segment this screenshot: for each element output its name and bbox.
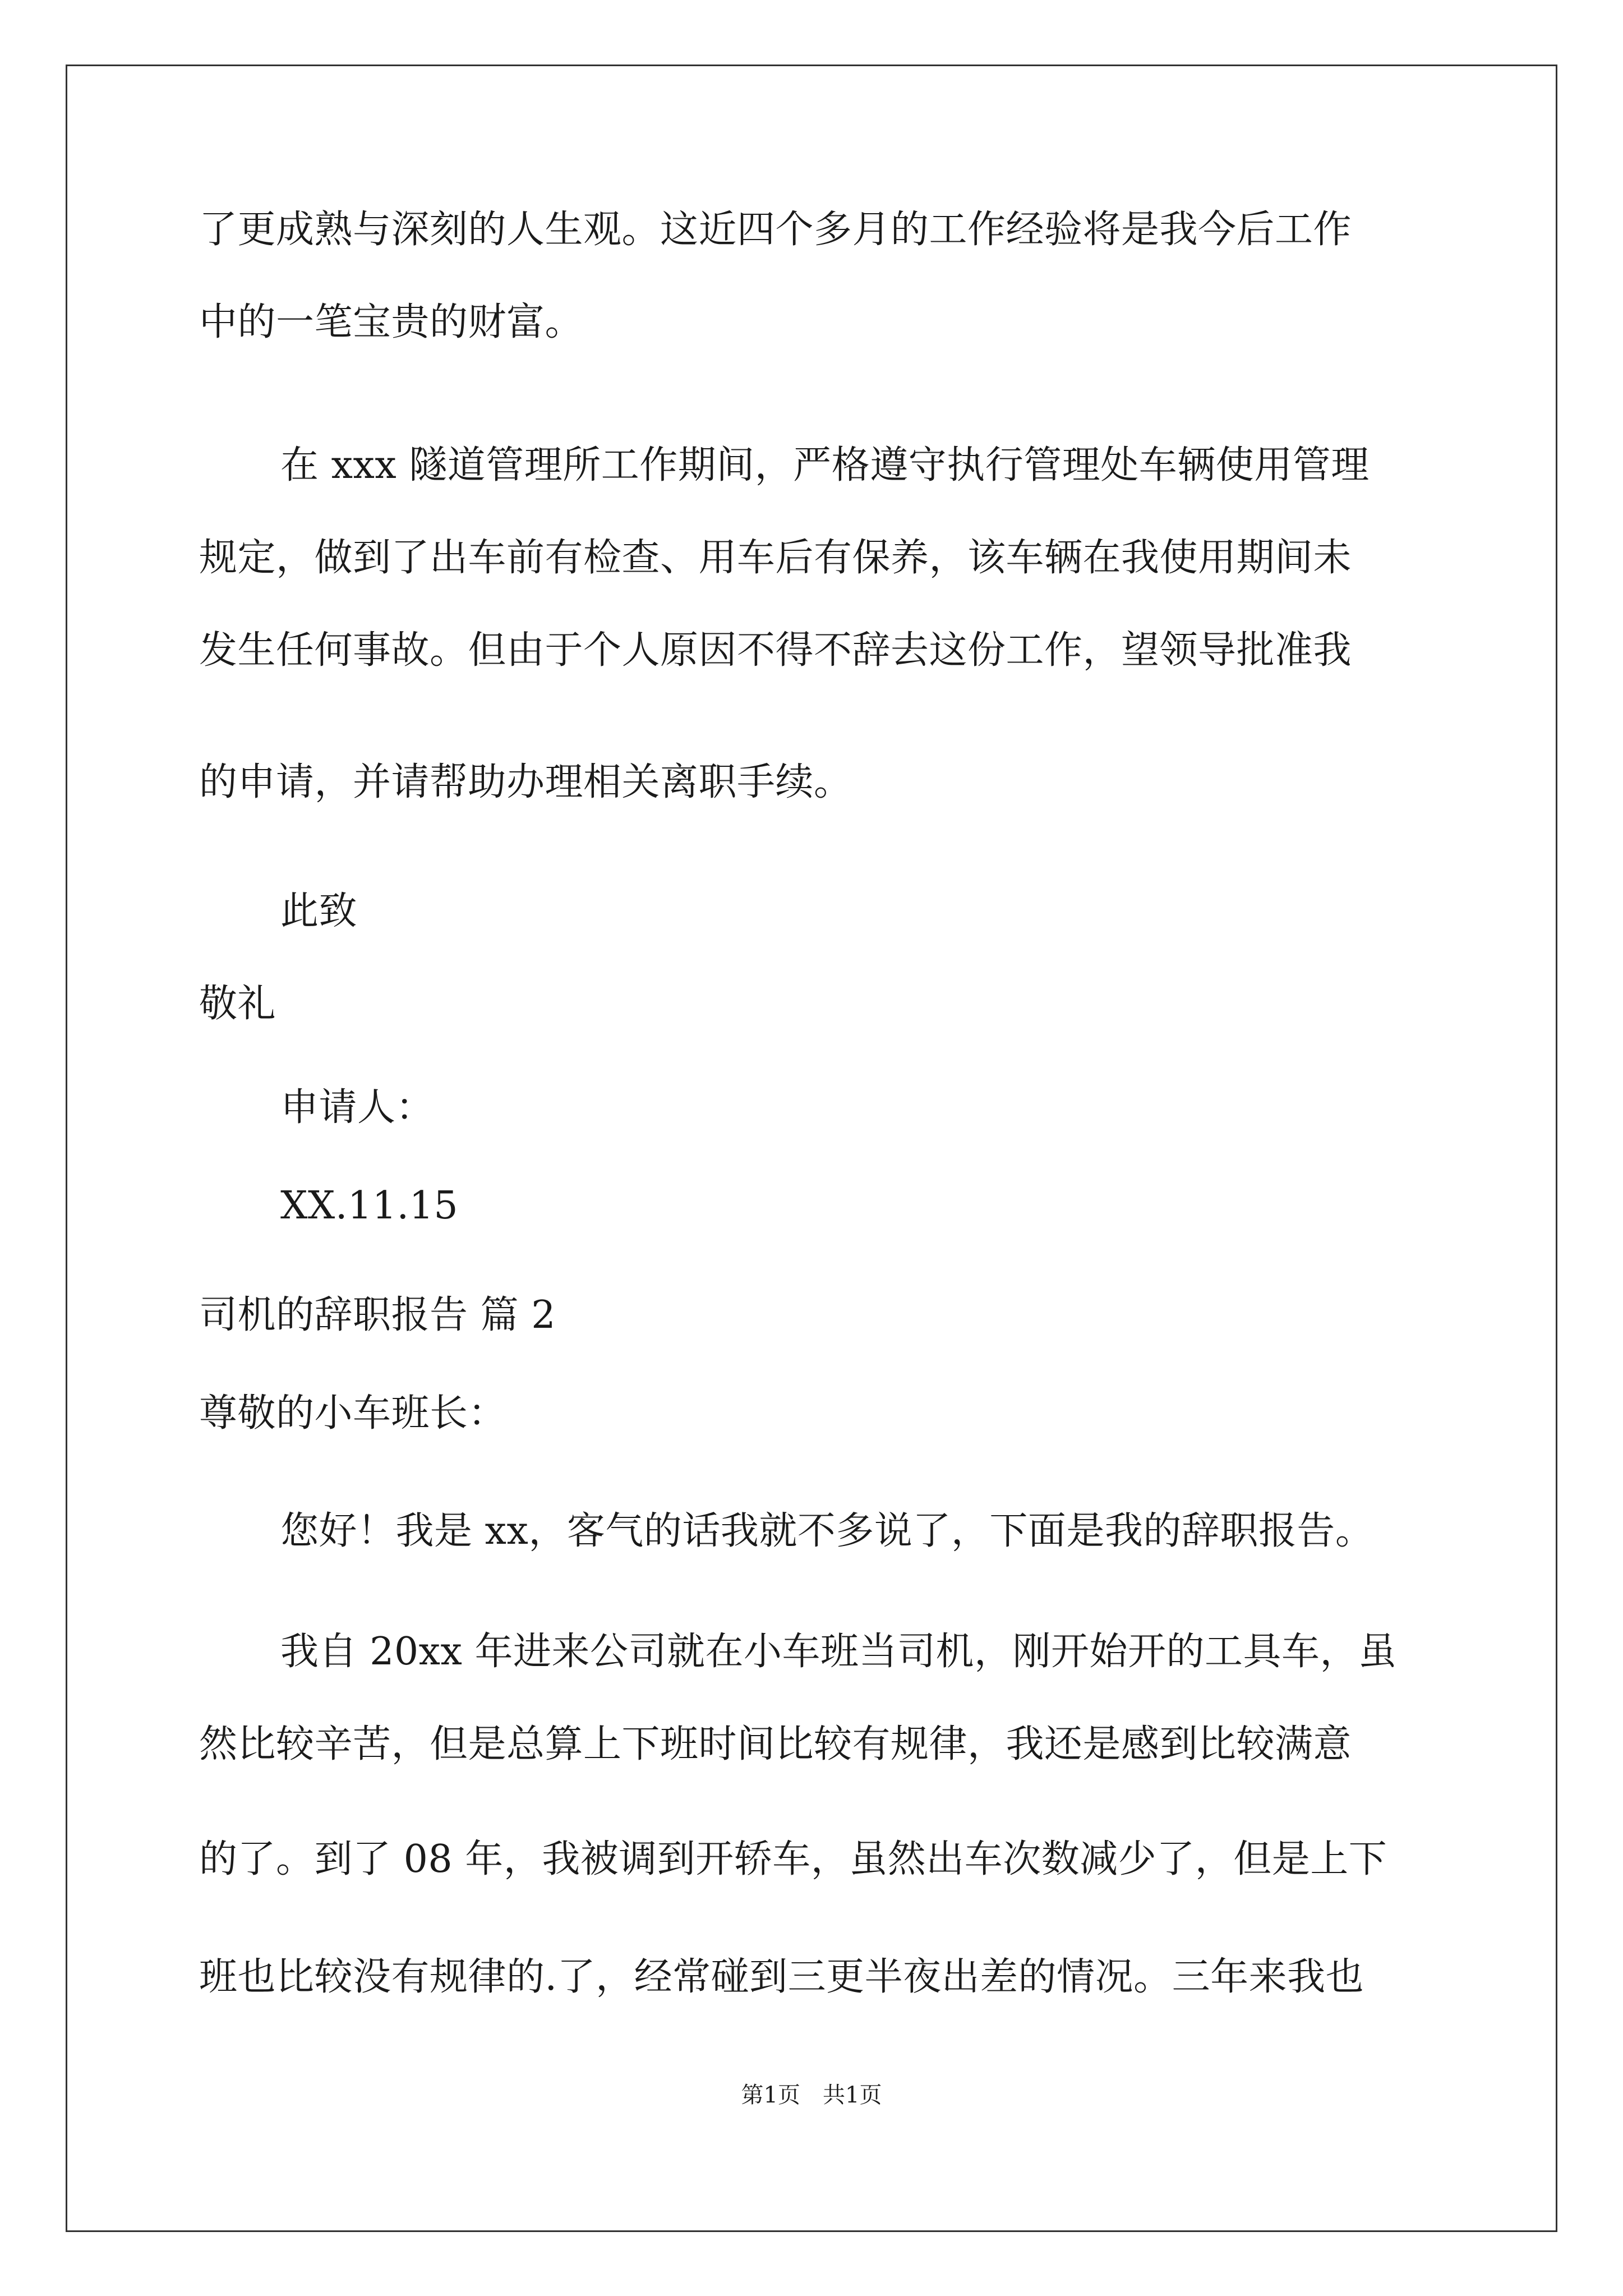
paragraph-line: 的了。到了 08 年，我被调到开轿车，虽然出车次数减少了，但是上下 (199, 1837, 1387, 1881)
paragraph-line: 的申请，并请帮助办理相关离职手续。 (199, 760, 852, 804)
page-border (66, 65, 1557, 2232)
paragraph-line: 中的一笔宝贵的财富。 (199, 300, 584, 344)
paragraph-line: 规定，做到了出车前有检查、用车后有保养，该车辆在我使用期间未 (199, 536, 1352, 580)
page-footer: 第1页 共1页 (741, 2082, 882, 2108)
paragraph-line: 了更成熟与深刻的人生观。这近四个多月的工作经验将是我今后工作 (199, 208, 1352, 252)
paragraph-line: 我自 20xx 年进来公司就在小车班当司机，刚开始开的工具车，虽 (280, 1630, 1397, 1674)
closing-regards: 敬礼 (199, 982, 276, 1026)
paragraph-line: 发生任何事故。但由于个人原因不得不辞去这份工作，望领导批准我 (199, 628, 1352, 673)
closing-salutation: 此致 (280, 889, 358, 933)
paragraph-line: 然比较辛苦，但是总算上下班时间比较有规律，我还是感到比较满意 (199, 1722, 1352, 1766)
paragraph-line: 班也比较没有规律的.了，经常碰到三更半夜出差的情况。三年来我也 (199, 1955, 1364, 1999)
section-title: 司机的辞职报告 篇 2 (199, 1293, 556, 1337)
applicant-label: 申请人： (280, 1085, 435, 1130)
date-line: XX.11.15 (280, 1184, 459, 1228)
paragraph-line: 在 xxx 隧道管理所工作期间，严格遵守执行管理处车辆使用管理 (280, 443, 1370, 487)
paragraph-line: 您好！我是 xx，客气的话我就不多说了，下面是我的辞职报告。 (280, 1509, 1374, 1553)
addressee-line: 尊敬的小车班长： (199, 1391, 507, 1435)
